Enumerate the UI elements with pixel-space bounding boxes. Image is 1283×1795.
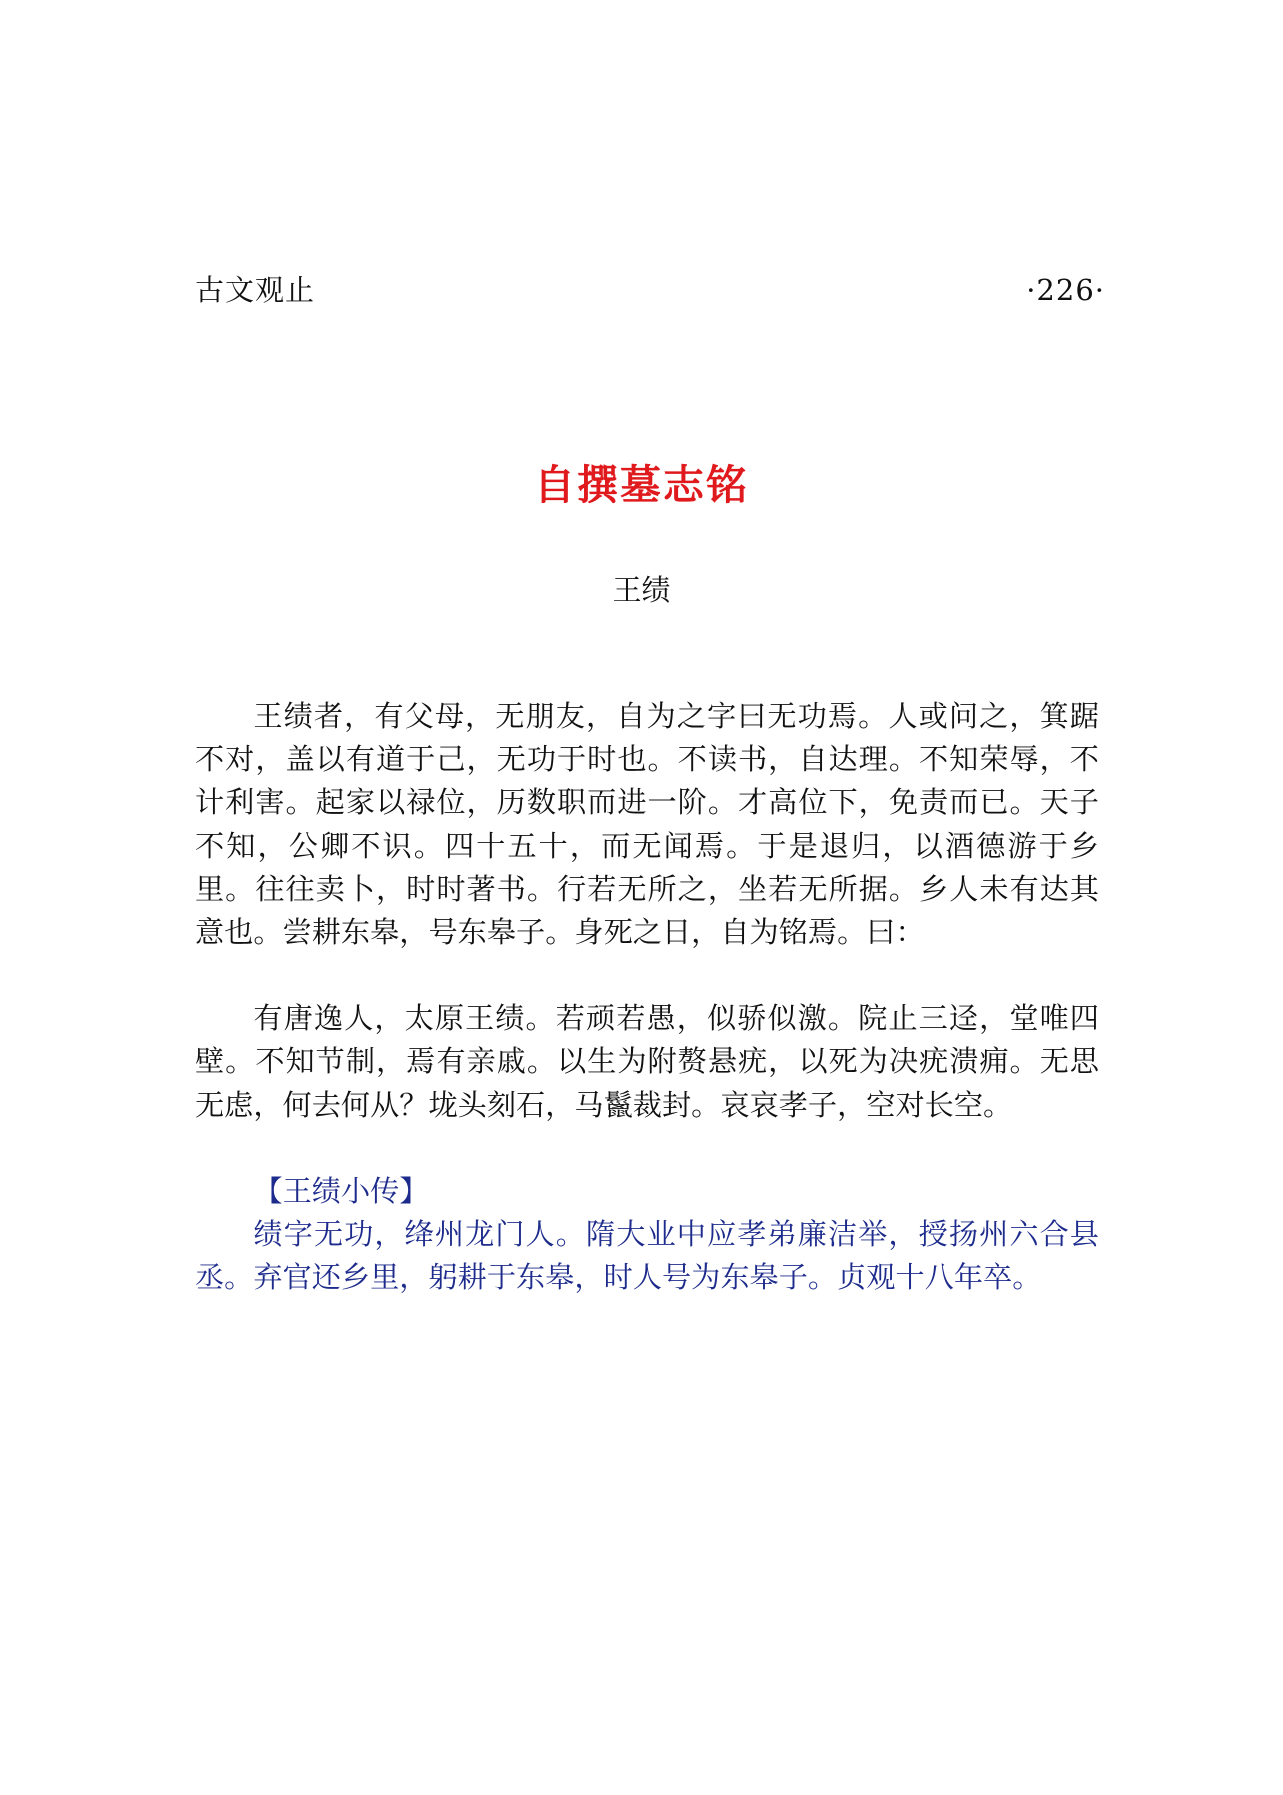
author-biography (195, 1170, 1099, 1300)
body-paragraph: 王绩者，有父母，无朋友，自为之字曰无功焉。人或问之，箕踞不对，盖以有道于己，无功于时也。不读书，自达理。不知荣辱，不计利害。起家以禄位，历数职而进一阶。才高位下，免责而已。天子不知，公卿不识。四十五十，而无闻焉。于是退归，以酒德游于乡里。往往卖卜，时时著书。行若无所之，坐若无所据。乡人未有达其意也。尝耕东皋，号东皋子。身死之日，自为铭焉。曰： (195, 699, 1099, 950)
book-title: 古文观止 (195, 273, 316, 307)
biography-heading: 【王绩小传】 (253, 1173, 429, 1208)
page-header (195, 268, 1105, 312)
biography-text: 绩字无功，绛州龙门人。隋大业中应孝弟廉洁举，授扬州六合县丞。弃官还乡里，躬耕于东皋，时人号为东皋子。贞观十八年卒。 (195, 1217, 1099, 1295)
article-body (195, 695, 1099, 1299)
epitaph-paragraph: 有唐逸人，太原王绩。若顽若愚，似骄似激。院止三迳，堂唯四壁。不知节制，焉有亲戚。以生为附赘悬疣，以死为决疣溃痈。无思无虑，何去何从？垅头刻石，马鬣裁封。哀哀孝子，空对长空。 (195, 1001, 1099, 1122)
article-title: 自撰墓志铭 (534, 461, 749, 509)
article-author: 王绩 (612, 573, 671, 607)
page-number: ·226· (1026, 273, 1105, 307)
